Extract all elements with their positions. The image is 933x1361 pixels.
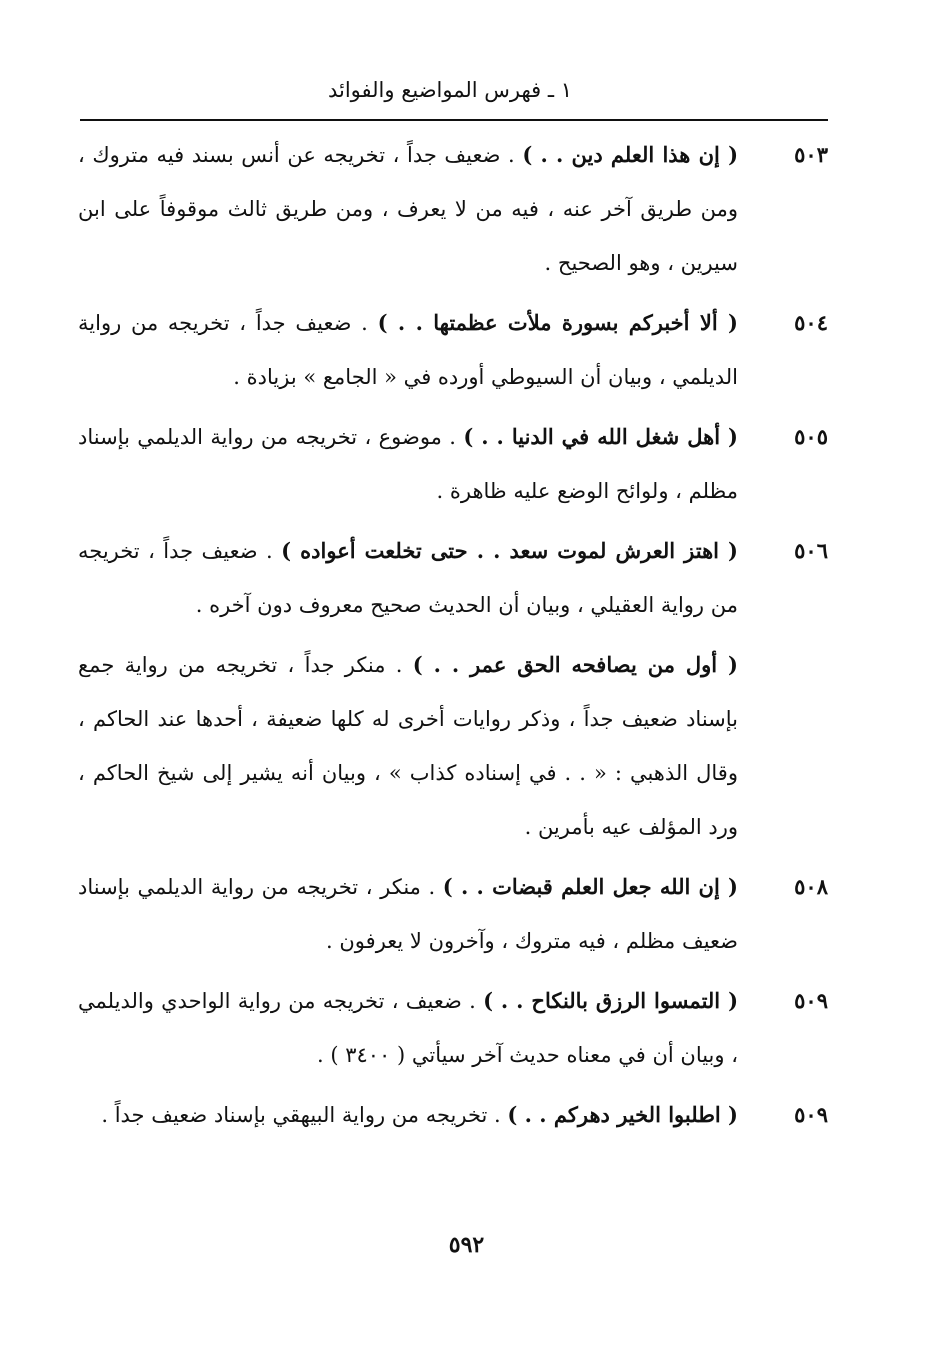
entry-commentary: . منكر ، تخريجه من رواية الديلمي بإسناد ضعيف مظلم ، فيه متروك ، وآخرون لا يعرفون . (78, 875, 738, 953)
entry-509 (78, 974, 828, 1082)
entry-number: ٥٠٨ (794, 874, 828, 899)
entry-list (78, 128, 828, 1148)
entry-commentary: . تخريجه من رواية البيهقي بإسناد ضعيف جداً . (101, 1103, 501, 1127)
entry-text (78, 524, 738, 632)
entry-508 (78, 860, 828, 968)
page-number: ٥٩٢ (448, 1232, 485, 1258)
entry-commentary: . ضعيف ، تخريجه من رواية الواحدي والديلمي ، وبيان أن في معناه حديث آخر سيأتي ( ٣٤٠٠ ) . (78, 989, 738, 1067)
entry-text (78, 410, 738, 518)
entry-number (738, 638, 828, 854)
entry-text (78, 638, 738, 854)
entry-commentary: . ضعيف جداً ، تخريجه من رواية العقيلي ، وبيان أن الحديث صحيح معروف دون آخره . (78, 539, 738, 617)
entry-text (78, 128, 738, 290)
hadith-headline: ( اطلبوا الخير دهركم . . ) (507, 1102, 738, 1127)
hadith-headline: ( ألا أخبركم بسورة ملأت عظمتها . . ) (377, 310, 738, 335)
running-head: ١ ـ فهرس المواضيع والفوائد (327, 78, 573, 102)
entry-number: ٥٠٣ (794, 142, 828, 167)
hadith-headline: ( إن هذا العلم دين . . ) (522, 142, 738, 167)
entry-number: ٥٠٩ (794, 1102, 828, 1127)
entry-504 (78, 296, 828, 404)
entry-commentary: . موضوع ، تخريجه من رواية الديلمي بإسناد مظلم ، ولوائح الوضع عليه ظاهرة . (78, 425, 738, 503)
entry-commentary: . منكر جداً ، تخريجه من رواية جمع بإسناد ضعيف جداً ، وذكر روايات أخرى له كلها ضعيفة ، أحدها عند الحاكم ، وقال الذهبي : « . . في إسناده كذاب » ، وبيان أنه يشير إلى شيخ الحاكم ، ورد المؤلف عيه بأمرين . (78, 653, 738, 839)
entry-503 (78, 128, 828, 290)
hadith-headline: ( اهتز العرش لموت سعد . . حتى تخلعت أعواده ) (281, 538, 738, 563)
entry-number: ٥٠٤ (794, 310, 828, 335)
hadith-headline: ( أهل شغل الله في الدنيا . . ) (463, 424, 738, 449)
entry-text (78, 974, 738, 1082)
entry-509b (78, 1088, 828, 1142)
entry-number: ٥٠٦ (794, 538, 828, 563)
hadith-headline: ( التمسوا الرزق بالنكاح . . ) (483, 988, 738, 1013)
hadith-headline: ( إن الله جعل العلم قبضات . . ) (442, 874, 738, 899)
entry-text (78, 1088, 738, 1142)
entry-commentary: . ضعيف جداً ، تخريجه من رواية الديلمي ، وبيان أن السيوطي أورده في « الجامع » بزيادة . (78, 311, 738, 389)
entry-text (78, 860, 738, 968)
header-rule (80, 119, 828, 121)
entry-506 (78, 524, 828, 632)
entry-commentary: . ضعيف جداً ، تخريجه عن أنس بسند فيه متروك ، ومن طريق آخر عنه ، فيه من لا يعرف ، ومن طريق ثالث موقوفاً على ابن سيرين ، وهو الصحيح . (78, 143, 738, 275)
entry-text (78, 296, 738, 404)
entry-507 (78, 638, 828, 854)
entry-505 (78, 410, 828, 518)
hadith-headline: ( أول من يصافحه الحق عمر . . ) (412, 652, 738, 677)
entry-number: ٥٠٩ (794, 988, 828, 1013)
entry-number: ٥٠٥ (794, 424, 828, 449)
